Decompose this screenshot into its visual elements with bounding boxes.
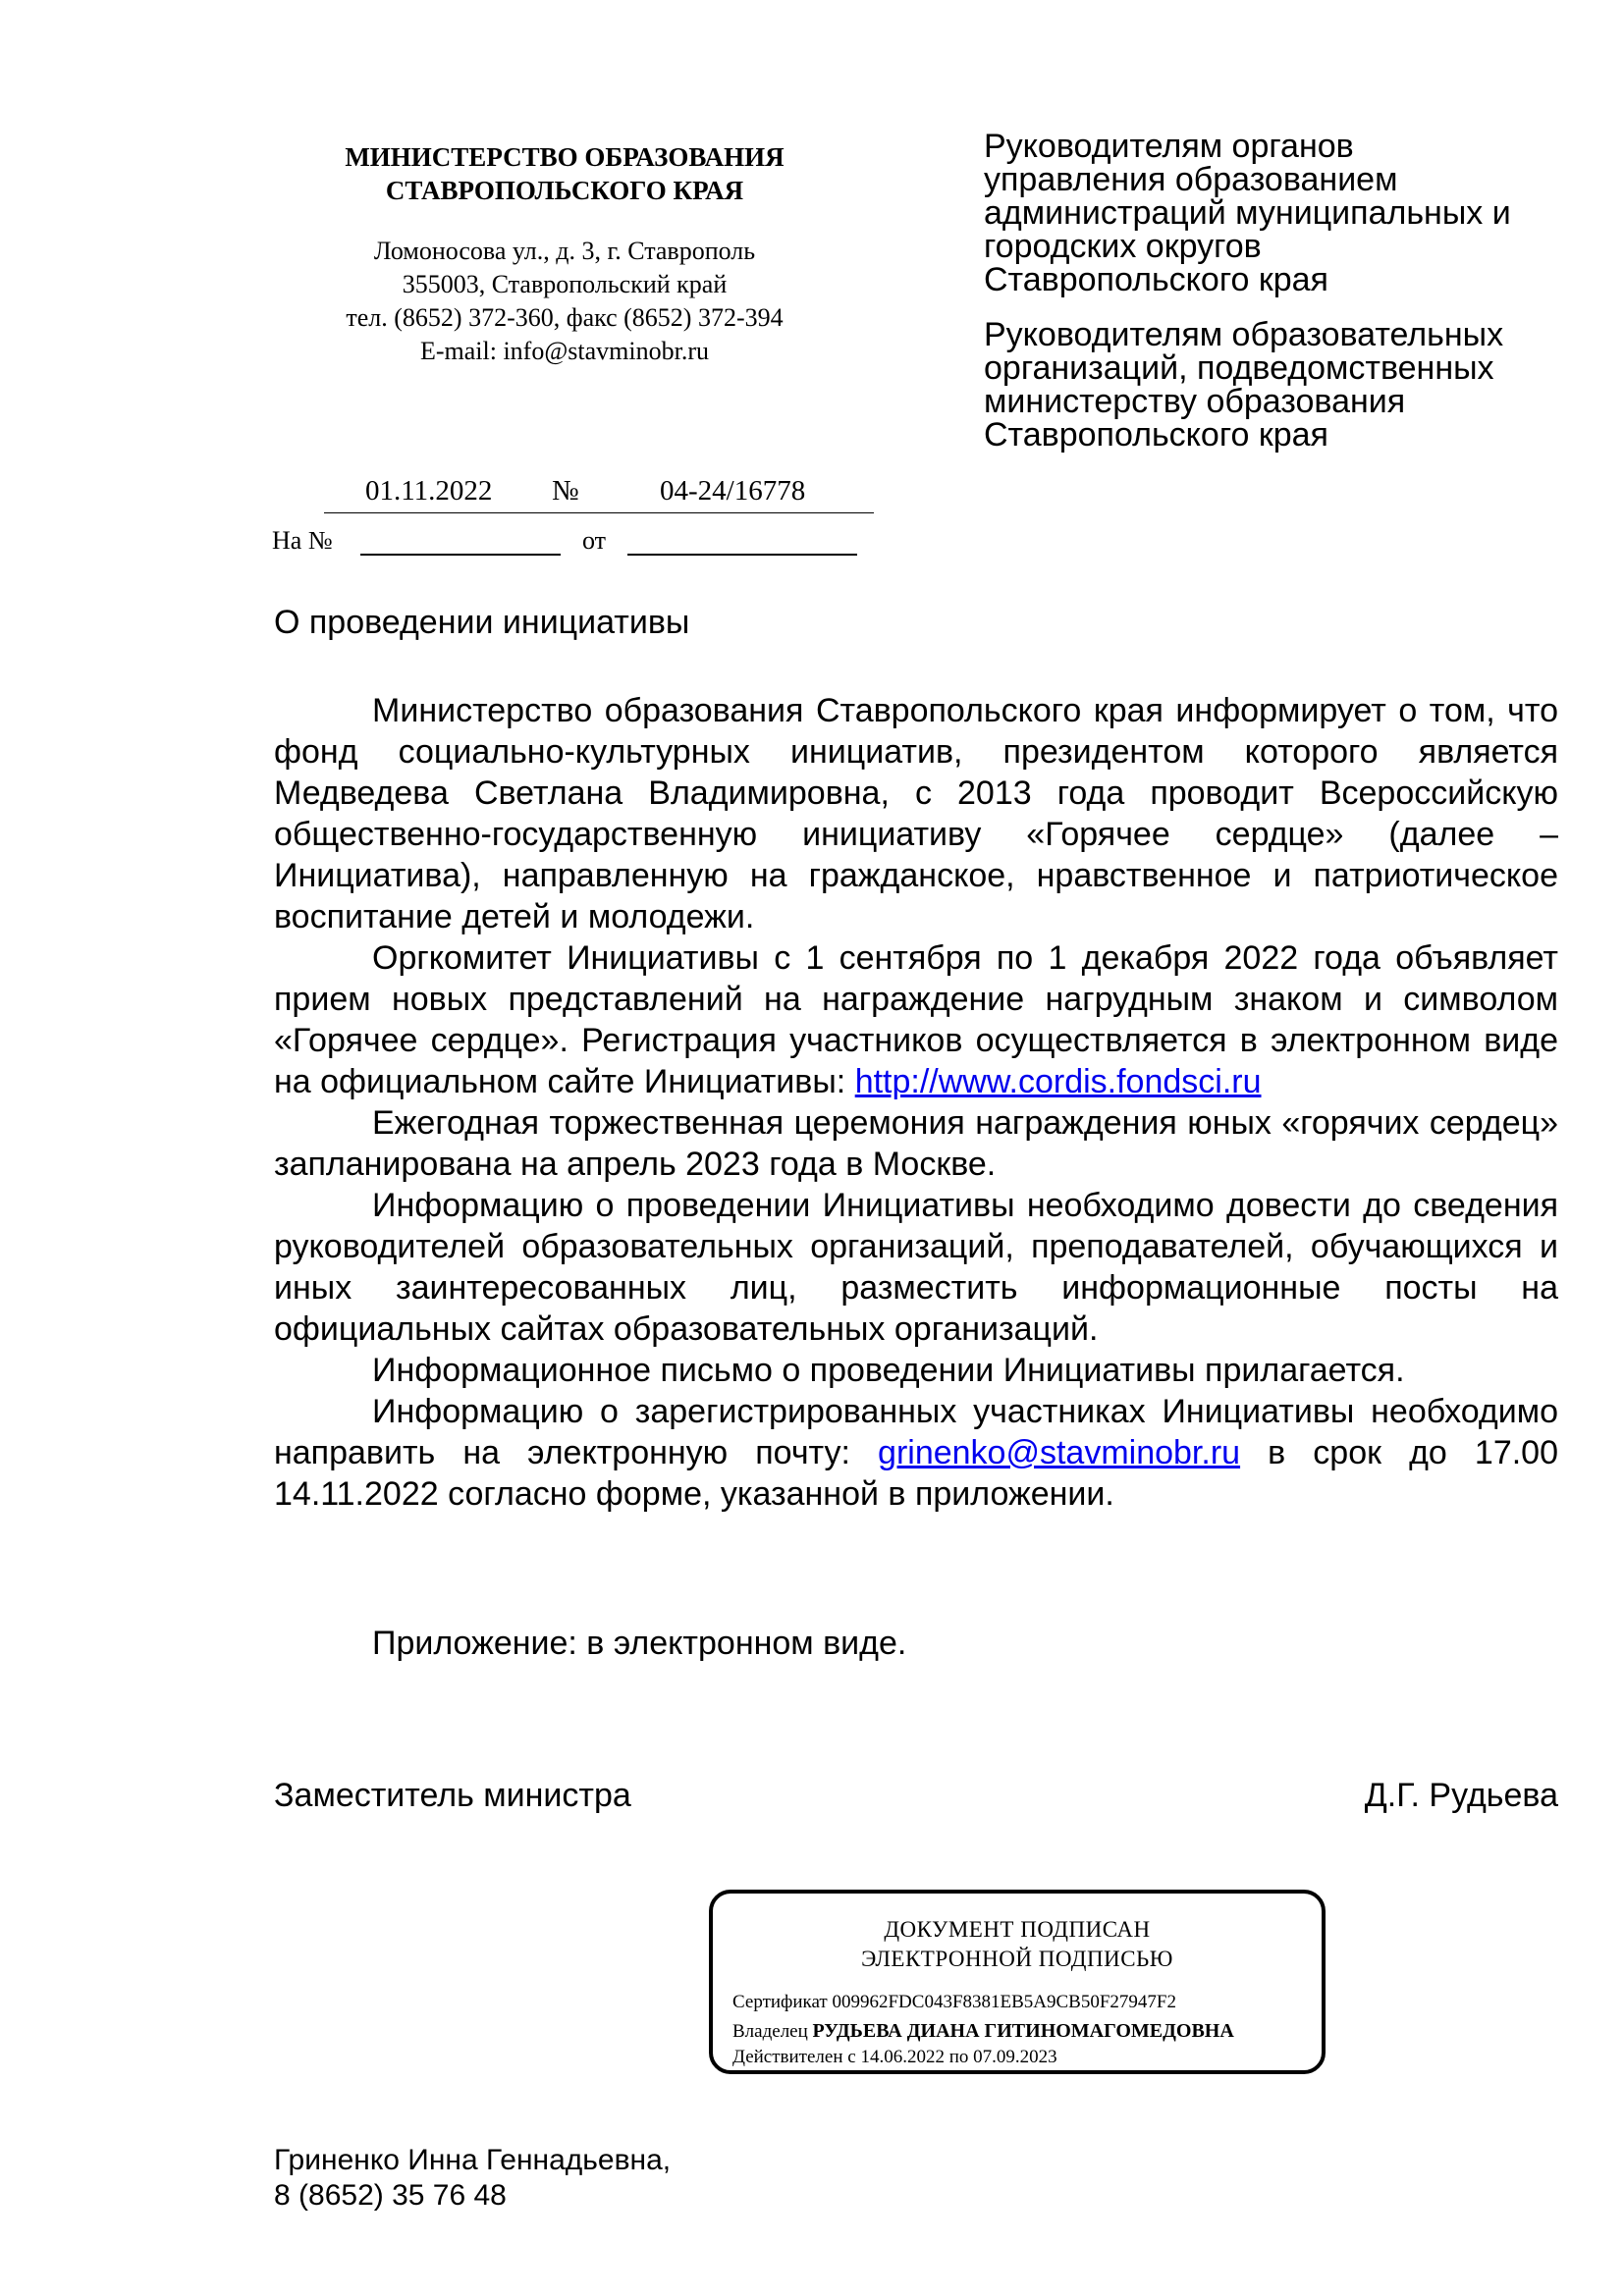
- recipient-line: организаций, подведомственных: [984, 349, 1494, 387]
- valid-to: 07.09.2023: [973, 2047, 1057, 2067]
- registration-number: 04-24/16778: [660, 475, 806, 507]
- paragraph-2-text: Оргкомитет Инициативы с 1 сентября по 1 декабря 2022 года объявляет прием новых представлений на награждение нагрудным знаком и символом «Горячее сердце». Регистрация участников осуществляется в электронном виде на официальном сайте Инициативы:: [274, 939, 1558, 1100]
- ministry-header: [285, 140, 844, 368]
- executor-contact: [274, 2143, 671, 2214]
- stamp-title-line-1: ДОКУМЕНТ ПОДПИСАН: [884, 1917, 1151, 1942]
- email-line: E-mail: info@stavminobr.ru: [419, 337, 709, 365]
- recipient-line: Ставропольского края: [984, 261, 1328, 298]
- recipient-line: Руководителям образовательных: [984, 316, 1504, 353]
- owner-label: Владелец: [732, 2021, 808, 2042]
- body-paragraph-5: Информационное письмо о проведении Инициативы прилагается.: [372, 1352, 1405, 1389]
- stamp-title: [713, 1915, 1322, 1974]
- number-sign: №: [552, 475, 579, 507]
- valid-from: 14.06.2022: [860, 2047, 945, 2067]
- valid-label: Действителен: [732, 2047, 843, 2067]
- stamp-owner: [732, 2020, 1234, 2043]
- recipients-block: [984, 130, 1573, 452]
- stamp-certificate: [732, 1992, 1176, 2013]
- stamp-title-line-2: ЭЛЕКТРОННОЙ ПОДПИСЬЮ: [861, 1947, 1173, 1971]
- certificate-label: Сертификат: [732, 1992, 828, 2012]
- recipient-line: управления образованием: [984, 161, 1398, 198]
- signer-name: Д.Г. Рудьева: [1364, 1777, 1558, 1814]
- body-paragraph-2: [274, 937, 1558, 1102]
- recipient-group-2: [984, 318, 1573, 452]
- body-paragraph-4: Информацию о проведении Инициативы необходимо довести до сведения руководителей образовательных организаций, преподавателей, обучающихся и иных заинтересованных лиц, разместить информационные посты на официальных сайтах образовательных организаций.: [274, 1187, 1558, 1348]
- recipient-line: администраций муниципальных и: [984, 194, 1511, 232]
- body-paragraph-3: Ежегодная торжественная церемония награждения юных «горячих сердец» запланирована на апрель 2023 года в Москве.: [274, 1104, 1558, 1183]
- certificate-value: 009962FDC043F8381EB5A9CB50F27947F2: [832, 1992, 1176, 2012]
- recipient-line: Ставропольского края: [984, 416, 1328, 454]
- registration-line: [324, 475, 874, 513]
- paragraph-6-text-after: в срок до 17.00 14.11.2022 согласно форме, указанной в приложении.: [274, 1434, 1558, 1513]
- signer-position: Заместитель министра: [274, 1777, 631, 1814]
- letter-subject: О проведении инициативы: [274, 604, 690, 641]
- reply-number-blank: [360, 554, 561, 556]
- address-line: Ломоносова ул., д. 3, г. Ставрополь: [373, 237, 756, 265]
- attachment-note: Приложение: в электронном виде.: [372, 1625, 907, 1662]
- ministry-name-line-2: СТАВРОПОЛЬСКОГО КРАЯ: [385, 176, 744, 205]
- executor-name: Гриненко Инна Геннадьевна,: [274, 2144, 672, 2176]
- valid-from-label: с: [847, 2047, 856, 2067]
- reply-reference-line: [272, 524, 861, 560]
- body-paragraph-6: [274, 1391, 1558, 1515]
- owner-value: РУДЬЕВА ДИАНА ГИТИНОМАГОМЕДОВНА: [812, 2020, 1234, 2042]
- stamp-validity: [732, 2047, 1057, 2068]
- paragraph-6-text-before: Информацию о зарегистрированных участниках Инициативы необходимо направить на электронную почту:: [274, 1393, 1558, 1471]
- from-label: от: [582, 526, 607, 555]
- initiative-website-link[interactable]: http://www.cordis.fondsci.ru: [854, 1063, 1262, 1100]
- email-link[interactable]: grinenko@stavminobr.ru: [878, 1434, 1241, 1471]
- body-paragraph-1: Министерство образования Ставропольского края информирует о том, что фонд социально-культурных инициатив, президентом которого является Медведева Светлана Владимировна, с 2013 года проводит Всероссийскую общественно-государственную инициативу «Горячее сердце» (далее – Инициатива), направленную на гражданское, нравственное и патриотическое воспитание детей и молодежи.: [274, 692, 1558, 935]
- recipient-group-1: [984, 130, 1573, 296]
- recipient-line: Руководителям органов: [984, 128, 1354, 165]
- phone-fax-line: тел. (8652) 372-360, факс (8652) 372-394: [346, 303, 784, 332]
- address-postal-line: 355003, Ставропольский край: [402, 270, 728, 298]
- signature-row: [274, 1777, 1558, 1815]
- valid-to-label: по: [948, 2047, 969, 2067]
- recipient-line: городских округов: [984, 228, 1262, 265]
- reply-date-blank: [627, 554, 857, 556]
- reply-to-label: На №: [272, 526, 333, 555]
- letter-body: [274, 690, 1558, 1515]
- electronic-signature-stamp: [709, 1890, 1326, 2074]
- ministry-address: [285, 235, 844, 368]
- registration-date: 01.11.2022: [365, 475, 493, 507]
- ministry-name-line-1: МИНИСТЕРСТВО ОБРАЗОВАНИЯ: [345, 142, 785, 172]
- recipient-line: министерству образования: [984, 383, 1406, 420]
- executor-phone: 8 (8652) 35 76 48: [274, 2179, 507, 2212]
